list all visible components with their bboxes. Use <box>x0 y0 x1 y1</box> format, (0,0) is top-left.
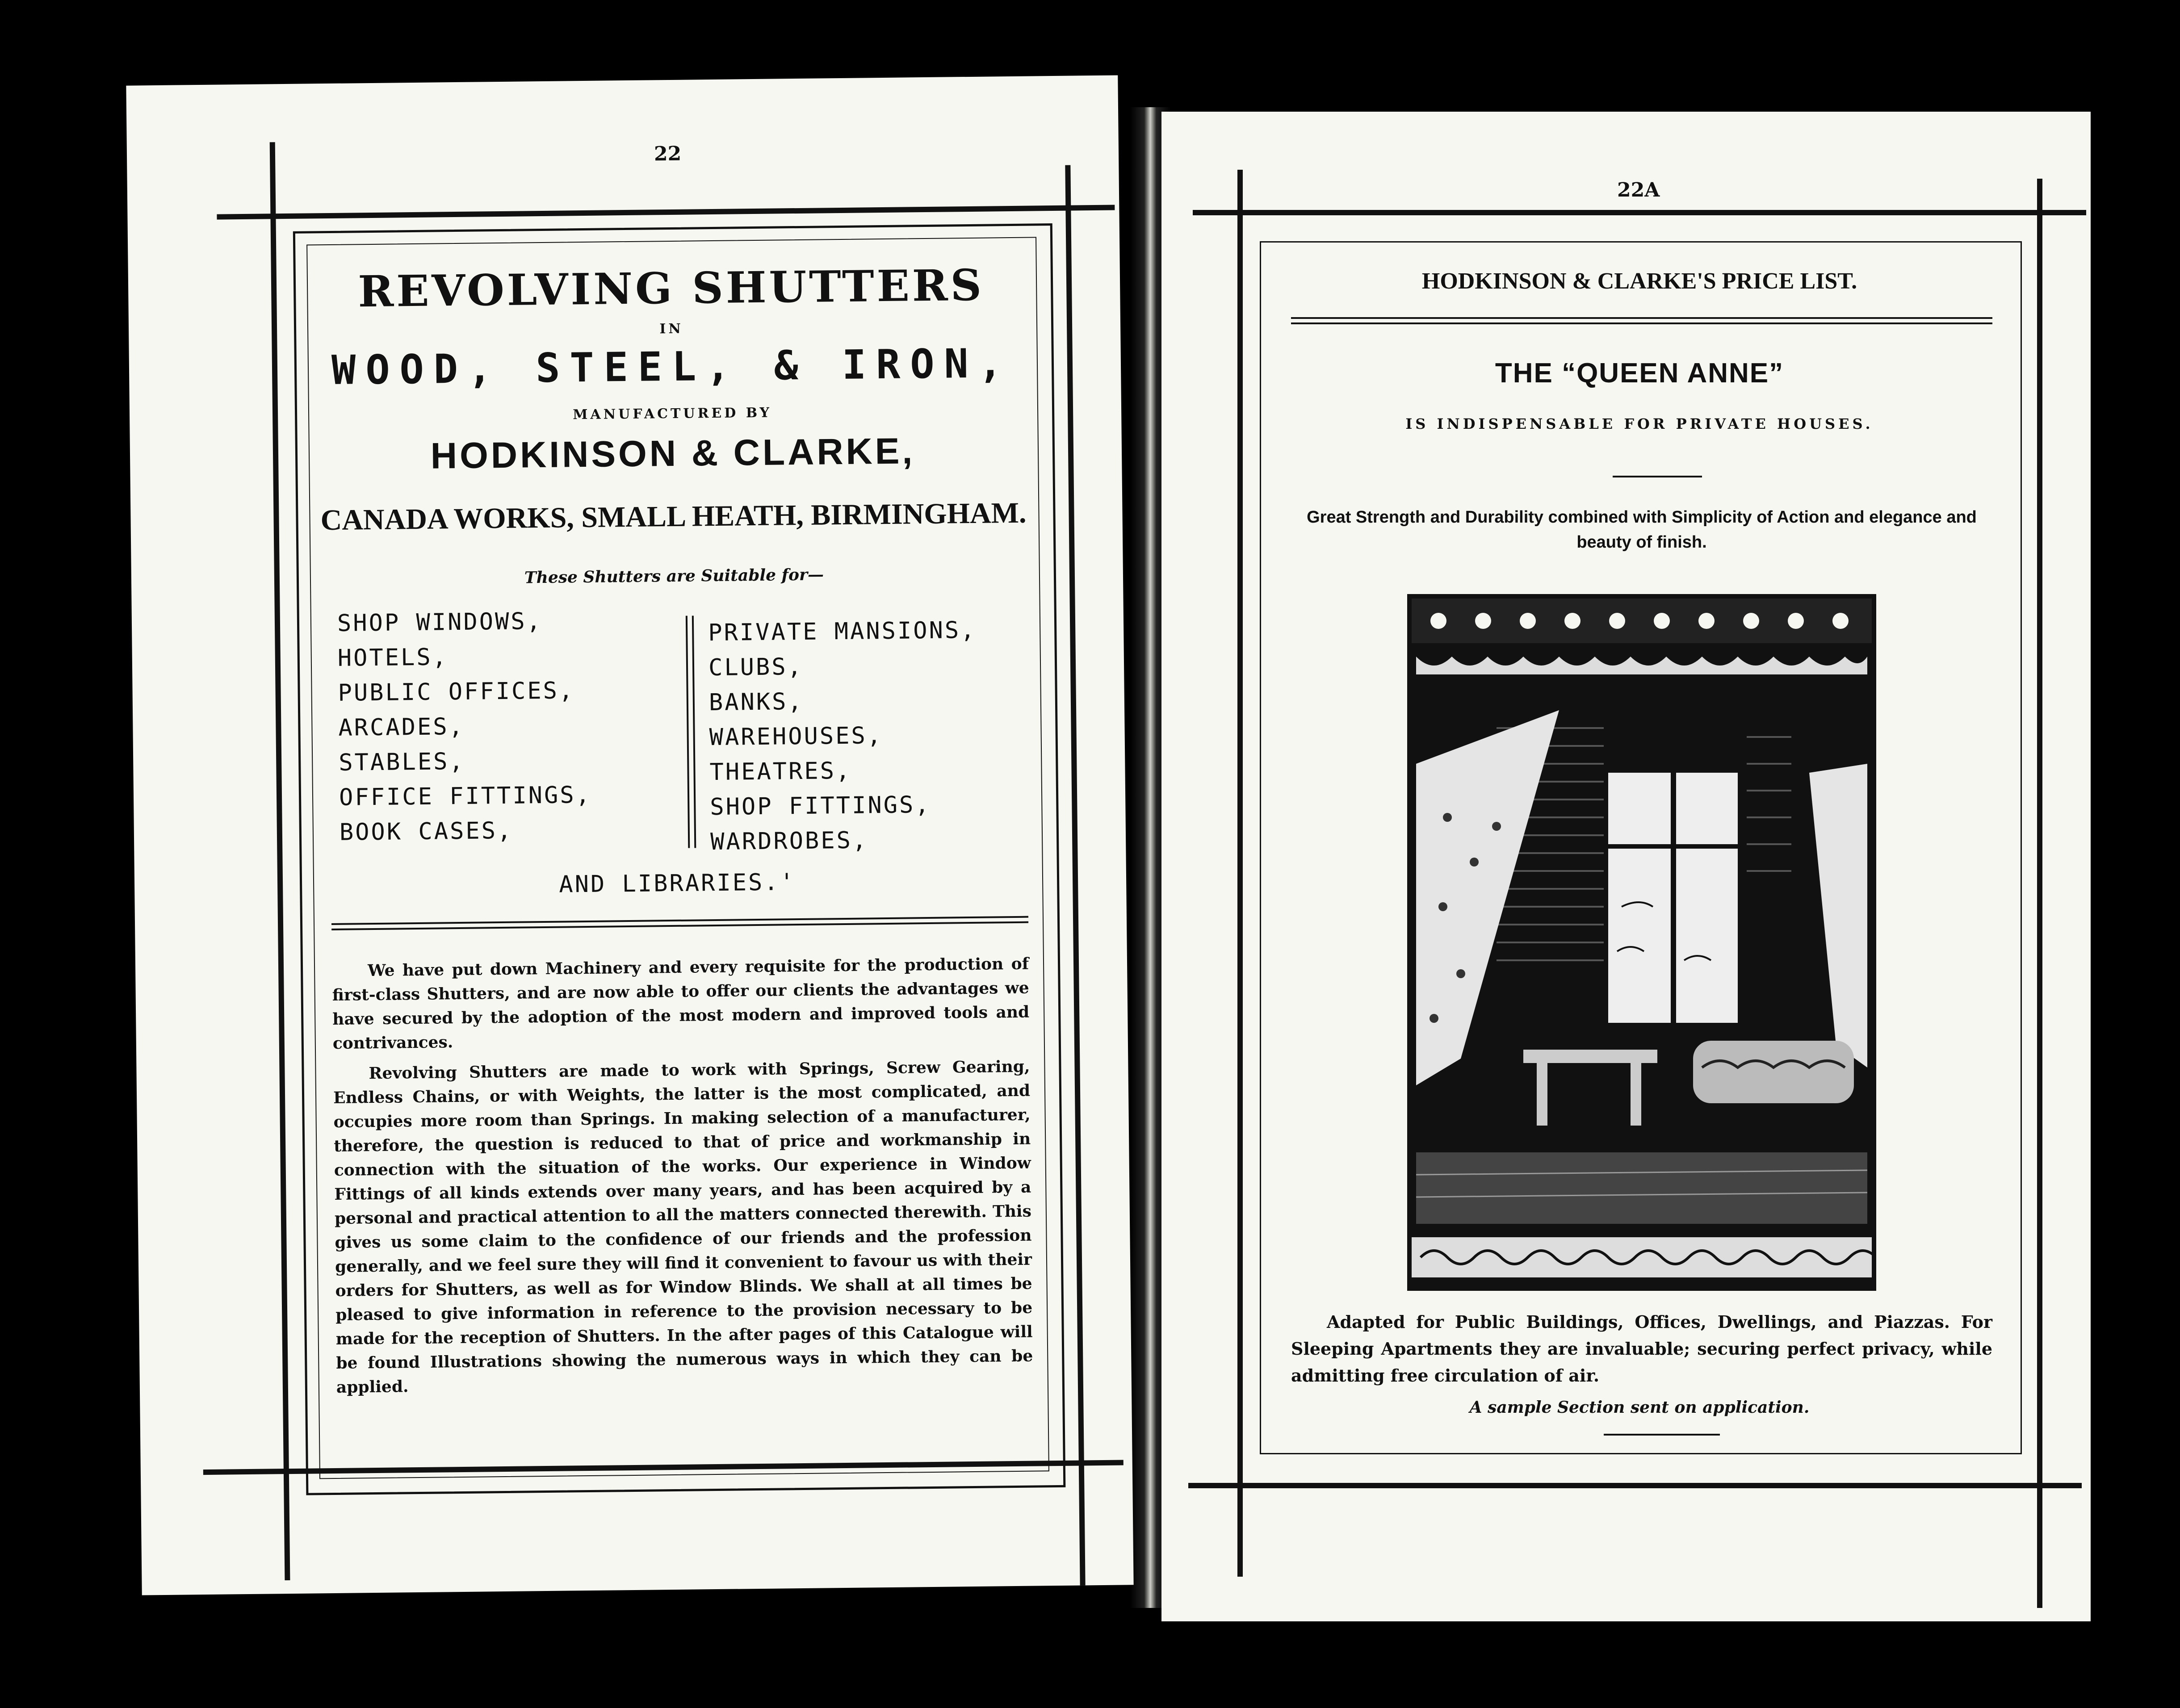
materials: WOOD, STEEL, & IRON, <box>331 339 1013 394</box>
product-subtitle: IS INDISPENSABLE FOR PRIVATE HOUSES. <box>1405 415 1874 432</box>
list-item: THEATRES, <box>709 757 852 786</box>
suitable-final: AND LIBRARIES.' <box>559 869 796 898</box>
title: REVOLVING SHUTTERS <box>357 260 985 317</box>
product-description: Adapted for Public Buildings, Offices, Dwellings, and Piazzas. For Sleeping Apartments they are invaluable; securing perfect privacy, while admitting free circulation of air. <box>1291 1312 1992 1386</box>
suitable-list-left <box>337 603 688 850</box>
right-page <box>1161 112 2091 1621</box>
page-number: 22A <box>1617 179 1660 201</box>
left-rule <box>270 142 290 1580</box>
paragraph-2: Revolving Shutters are made to work with Springs, Screw Gearing, Endless Chains, or with Weights, the latter is the most complicated, and occupies more room than Springs. In making selection of a manufacturer, therefore, the question is reduced to that of price and workmanship in connection with the situation of the works. Our experience in Window Fittings of all kinds extends over many years, and has been acquired by a personal and practical attention to all the matters connected therewith. This gives us some claim to the confidence of our friends and the profession generally, and we feel sure they will find it convenient to favour us with their orders for Shutters, as well as for Window Blinds. We shall at all times be pleased to give information in reference to the provision necessary to be made for the reception of Shutters. In the after pages of this Catalogue will be found Illustrations showing the numerous ways in which they can be applied. <box>333 1057 1033 1397</box>
right-rule <box>1065 165 1085 1586</box>
list-item: PRIVATE MANSIONS, <box>708 616 977 647</box>
top-rule <box>1193 210 2086 215</box>
suitable-intro: These Shutters are Suitable for— <box>524 565 824 587</box>
header-double-rule <box>1291 317 1992 324</box>
product-title: THE “QUEEN ANNE” <box>1495 358 1784 389</box>
address: CANADA WORKS, SMALL HEATH, BIRMINGHAM. <box>320 496 1027 537</box>
short-rule <box>1613 476 1702 477</box>
left-rule <box>1237 170 1243 1577</box>
top-rule <box>217 205 1115 220</box>
suitable-list-right <box>708 612 1050 859</box>
list-item: BANKS, <box>708 688 804 716</box>
queen-anne-shutter-illustration <box>1407 594 1876 1291</box>
list-item: SHOP WINDOWS, <box>337 608 543 637</box>
manufactured-by: MANUFACTURED BY <box>573 405 772 423</box>
tagline: Great Strength and Durability combined with Simplicity of Action and elegance and beauty of finish. <box>1307 508 1977 552</box>
right-rule <box>2037 179 2042 1608</box>
list-item: HOTELS, <box>337 644 449 672</box>
list-item: SHOP FITTINGS, <box>710 791 931 821</box>
paragraph-1: We have put down Machinery and every requisite for the production of first-class Shutters, and are now able to offer our clients the advantages we have secured by the adoption of the most modern and improved tools and contrivances. <box>332 954 1030 1053</box>
sample-note: A sample Section sent on application. <box>1469 1398 1810 1417</box>
room-with-shutters-illustration <box>1407 594 1876 1291</box>
list-item: WAREHOUSES, <box>709 722 883 751</box>
bottom-rule <box>1188 1483 2082 1488</box>
list-item: ARCADES, <box>338 713 465 741</box>
short-rule-bottom <box>1604 1434 1720 1436</box>
list-item: STABLES, <box>338 748 465 776</box>
list-item: WARDROBES, <box>710 827 868 856</box>
company-name: HODKINSON & CLARKE, <box>430 431 915 477</box>
price-list-header: HODKINSON & CLARKE'S PRICE LIST. <box>1421 268 1857 294</box>
list-item: CLUBS, <box>708 653 804 682</box>
list-item: PUBLIC OFFICES, <box>338 677 575 707</box>
left-page <box>126 75 1133 1595</box>
in-word: IN <box>659 321 684 337</box>
list-item: OFFICE FITTINGS, <box>339 781 592 811</box>
list-item: BOOK CASES, <box>339 817 513 846</box>
page-number: 22 <box>654 142 682 166</box>
